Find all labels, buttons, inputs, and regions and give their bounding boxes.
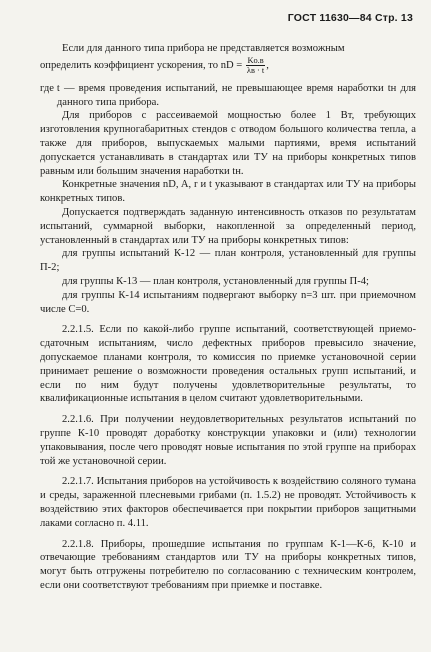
- formula-fraction: [246, 56, 265, 75]
- formula-lead-text: определить коэффициент ускорения, то: [40, 59, 219, 71]
- document-body: [40, 42, 416, 593]
- paragraph-power: Для приборов с рассеиваемой мощностью более 1 Вт, требующих изготовления крупногабаритных стендов с отводом большого количества тепла, а также для приборов, выпускаемых малыми партиями, время испытаний допускается устанавливать в стандартах или ТУ на приборы конкретных типов равным или большим значения наработки tн.: [40, 110, 416, 177]
- paragraph-values: Конкретные значения nD, A, r и t указывают в стандартах или ТУ на приборы конкретных типов.: [40, 179, 416, 205]
- formula-line: [40, 56, 416, 75]
- formula-numerator: Kо.в: [247, 55, 264, 65]
- formula-legend-text: t — время проведения испытаний, не превышающее время наработки tн для данного типа прибора.: [56, 82, 416, 108]
- page-header: ГОСТ 11630—84 Стр. 13: [287, 12, 413, 24]
- formula-denominator: λв · t: [246, 65, 265, 75]
- paragraph-intro: Если для данного типа прибора не представляется возможным: [62, 43, 345, 54]
- paragraph-cumulative: Допускается подтверждать заданную интенсивность отказов по результатам испытаний, суммарной выборки, накопленной за определенный период, установленный в стандартах или ТУ на приборы конкретных типов:: [40, 206, 416, 246]
- formula-tail: ,: [266, 59, 269, 71]
- section-2-2-1-7: 2.2.1.7. Испытания приборов на устойчивость к воздействию соляного тумана и среды, зараженной плесневыми грибами (п. 1.5.2) не проводят. Устойчивость к воздействию этих факторов обеспечивается при покрытии приборов защитными лаками согласно п. 4.11.: [40, 476, 416, 529]
- section-2-2-1-8: 2.2.1.8. Приборы, прошедшие испытания по группам К-1—К-6, К-10 и отвечающие требованиям стандартов или ТУ на приборы конкретных типов, могут быть отгружены потребителю по согласованию с техническим контролем, если они соответствуют требованиям при приемке и поставке.: [40, 538, 416, 591]
- paragraph-group-k13: для группы К-13 — план контроля, установленный для группы П-4;: [62, 275, 369, 287]
- formula-lhs: nD =: [220, 59, 243, 71]
- formula-legend-lead: где: [40, 82, 54, 94]
- section-2-2-1-5: 2.2.1.5. Если по какой-либо группе испытаний, соответствующей приемо-сдаточным испытаниям, число дефектных приборов превысило значение, допускаемое планами контроля, то комиссия по приемке установочной серии принимает решение о возможности проведения остальных групп испытаний, и если по ним будут получены удовлетворительные результаты, то квалификационные испытания в целом считают удовлетворительными.: [40, 324, 416, 405]
- formula-legend: [40, 82, 416, 110]
- section-2-2-1-6: 2.2.1.6. При получении неудовлетворительных результатов испытаний по группе К-10 проводят доработку конструкции упаковки и (или) технологии упаковывания, после чего проводят новые испытания по этой группе на приборах той же установочной серии.: [40, 414, 416, 467]
- paragraph-group-k12: для группы испытаний К-12 — план контроля, установленный для группы П-2;: [40, 248, 416, 274]
- paragraph-group-k14: для группы К-14 испытаниям подвергают выборку n=3 шт. при приемочном числе C=0.: [40, 289, 416, 315]
